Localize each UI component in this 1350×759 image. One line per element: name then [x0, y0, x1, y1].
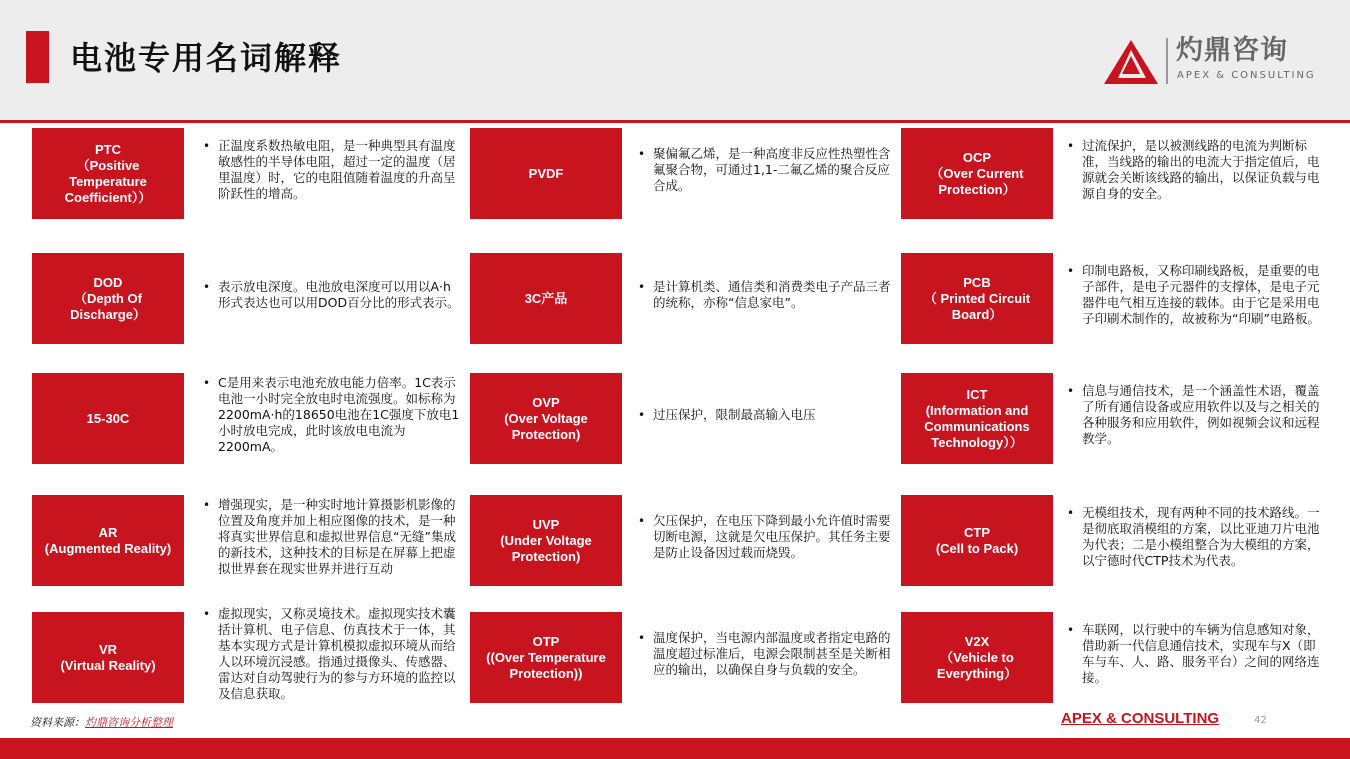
logo-divider: [1166, 38, 1168, 84]
term-description: [200, 491, 462, 582]
logo-triangle-icon: [1104, 40, 1158, 84]
term-description: [200, 605, 462, 701]
source-note: [30, 714, 173, 730]
logo-chinese-name: 灼鼎咨询: [1176, 35, 1288, 66]
term-description-text: • 聚偏氟乙烯，是一种高度非反应性热塑性含氟聚合物，可通过1,1-二氟乙烯的聚合反应合成。: [635, 146, 897, 194]
term-description: [635, 369, 897, 460]
term-description: [635, 249, 897, 340]
term-description: [1064, 124, 1326, 215]
term-description-text: • 欠压保护，在电压下降到最小允许值时需要切断电源，这就是欠电压保护。其任务主要是防止设备因过载而烧毁。: [635, 513, 897, 561]
term-label: 3C产品: [470, 253, 622, 344]
term-label: ICT (Information and Communications Technology））: [901, 373, 1053, 464]
page-number: 42: [1254, 715, 1267, 726]
term-label: OVP (Over Voltage Protection): [470, 373, 622, 464]
term-description-text: • 表示放电深度。电池放电深度可以用以A·h形式表达也可以用DOD百分比的形式表示。: [200, 279, 462, 311]
header-divider: [0, 120, 1350, 123]
term-label: PVDF: [470, 128, 622, 219]
footer-brand: APEX & CONSULTING: [1061, 710, 1220, 727]
term-description: [635, 124, 897, 215]
term-label: OCP （Over Current Protection）: [901, 128, 1053, 219]
term-label: DOD （Depth Of Discharge）: [32, 253, 184, 344]
title-accent-bar: [26, 31, 49, 83]
term-description: [635, 608, 897, 699]
term-label: 15-30C: [32, 373, 184, 464]
logo-english-name: APEX & CONSULTING: [1177, 70, 1316, 81]
brand-logo: [1104, 36, 1314, 88]
term-description: [1064, 249, 1326, 340]
term-description-text: • 过压保护，限制最高输入电压: [635, 407, 816, 423]
term-description-text: • 无模组技术，现有两种不同的技术路线。一是彻底取消模组的方案，以比亚迪刀片电池为代表；二是小模组整合为大模组的方案，以宁德时代CTP技术为代表。: [1064, 505, 1326, 569]
term-description-text: • C是用来表示电池充放电能力倍率。1C表示电池一小时完全放电时电流强度。如标称为2200mA·h的18650电池在1C强度下放电1小时放电完成，此时该放电电流为2200mA。: [200, 375, 462, 455]
term-description-text: • 温度保护，当电源内部温度或者指定电路的温度超过标准后，电源会限制甚至是关断相应的输出，以确保自身与负载的安全。: [635, 630, 897, 678]
term-label: CTP (Cell to Pack): [901, 495, 1053, 586]
term-label: VR (Virtual Reality): [32, 612, 184, 703]
term-description-text: • 虚拟现实，又称灵境技术。虚拟现实技术囊括计算机、电子信息、仿真技术于一体，其基本实现方式是计算机模拟虚拟环境从而给人以环境沉浸感。指通过摄像头、传感器、雷达对自动驾驶行为的参与方环境的监控以及信息获取。: [200, 606, 462, 702]
term-description: [200, 369, 462, 460]
term-label: OTP ((Over Temperature Protection)): [470, 612, 622, 703]
source-label: 资料来源：: [30, 716, 85, 729]
term-description-text: • 信息与通信技术，是一个涵盖性术语，覆盖了所有通信设备或应用软件以及与之相关的各种服务和应用软件，例如视频会议和远程教学。: [1064, 383, 1326, 447]
term-label: PTC （Positive Temperature Coefficient））: [32, 128, 184, 219]
term-description-text: • 是计算机类、通信类和消费类电子产品三者的统称，亦称“信息家电”。: [635, 279, 897, 311]
term-description: [1064, 369, 1326, 460]
term-label: V2X （Vehicle to Everything）: [901, 612, 1053, 703]
term-label: PCB （ Printed Circuit Board）: [901, 253, 1053, 344]
term-description: [200, 124, 462, 215]
term-label: UVP (Under Voltage Protection): [470, 495, 622, 586]
term-description-text: • 过流保护，是以被测线路的电流为判断标准，当线路的输出的电流大于指定值后，电源就会关断该线路的输出，以保证负载与电源自身的安全。: [1064, 138, 1326, 202]
term-label: AR (Augmented Reality): [32, 495, 184, 586]
term-description-text: • 正温度系数热敏电阻，是一种典型具有温度敏感性的半导体电阻，超过一定的温度（居里温度）时，它的电阻值随着温度的升高呈阶跃性的增高。: [200, 138, 462, 202]
bottom-accent-bar: [0, 738, 1350, 759]
term-description: [635, 491, 897, 582]
term-description-text: • 车联网，以行驶中的车辆为信息感知对象，借助新一代信息通信技术，实现车与X（即车与车、人、路、服务平台）之间的网络连接。: [1064, 622, 1326, 686]
term-description: [200, 249, 462, 340]
page-title: 电池专用名词解释: [70, 39, 343, 77]
source-value: 灼鼎咨询分析整理: [85, 716, 173, 729]
term-description-text: • 印制电路板，又称印刷线路板，是重要的电子部件，是电子元器件的支撑体，是电子元器件电气相互连接的载体。由于它是采用电子印刷术制作的，故被称为“印刷”电路板。: [1064, 263, 1326, 327]
term-description: [1064, 491, 1326, 582]
term-description-text: • 增强现实，是一种实时地计算摄影机影像的位置及角度并加上相应图像的技术，是一种将真实世界信息和虚拟世界信息“无缝”集成的新技术，这种技术的目标是在屏幕上把虚拟世界套在现实世界并进行互动: [200, 497, 462, 577]
term-description: [1064, 608, 1326, 699]
